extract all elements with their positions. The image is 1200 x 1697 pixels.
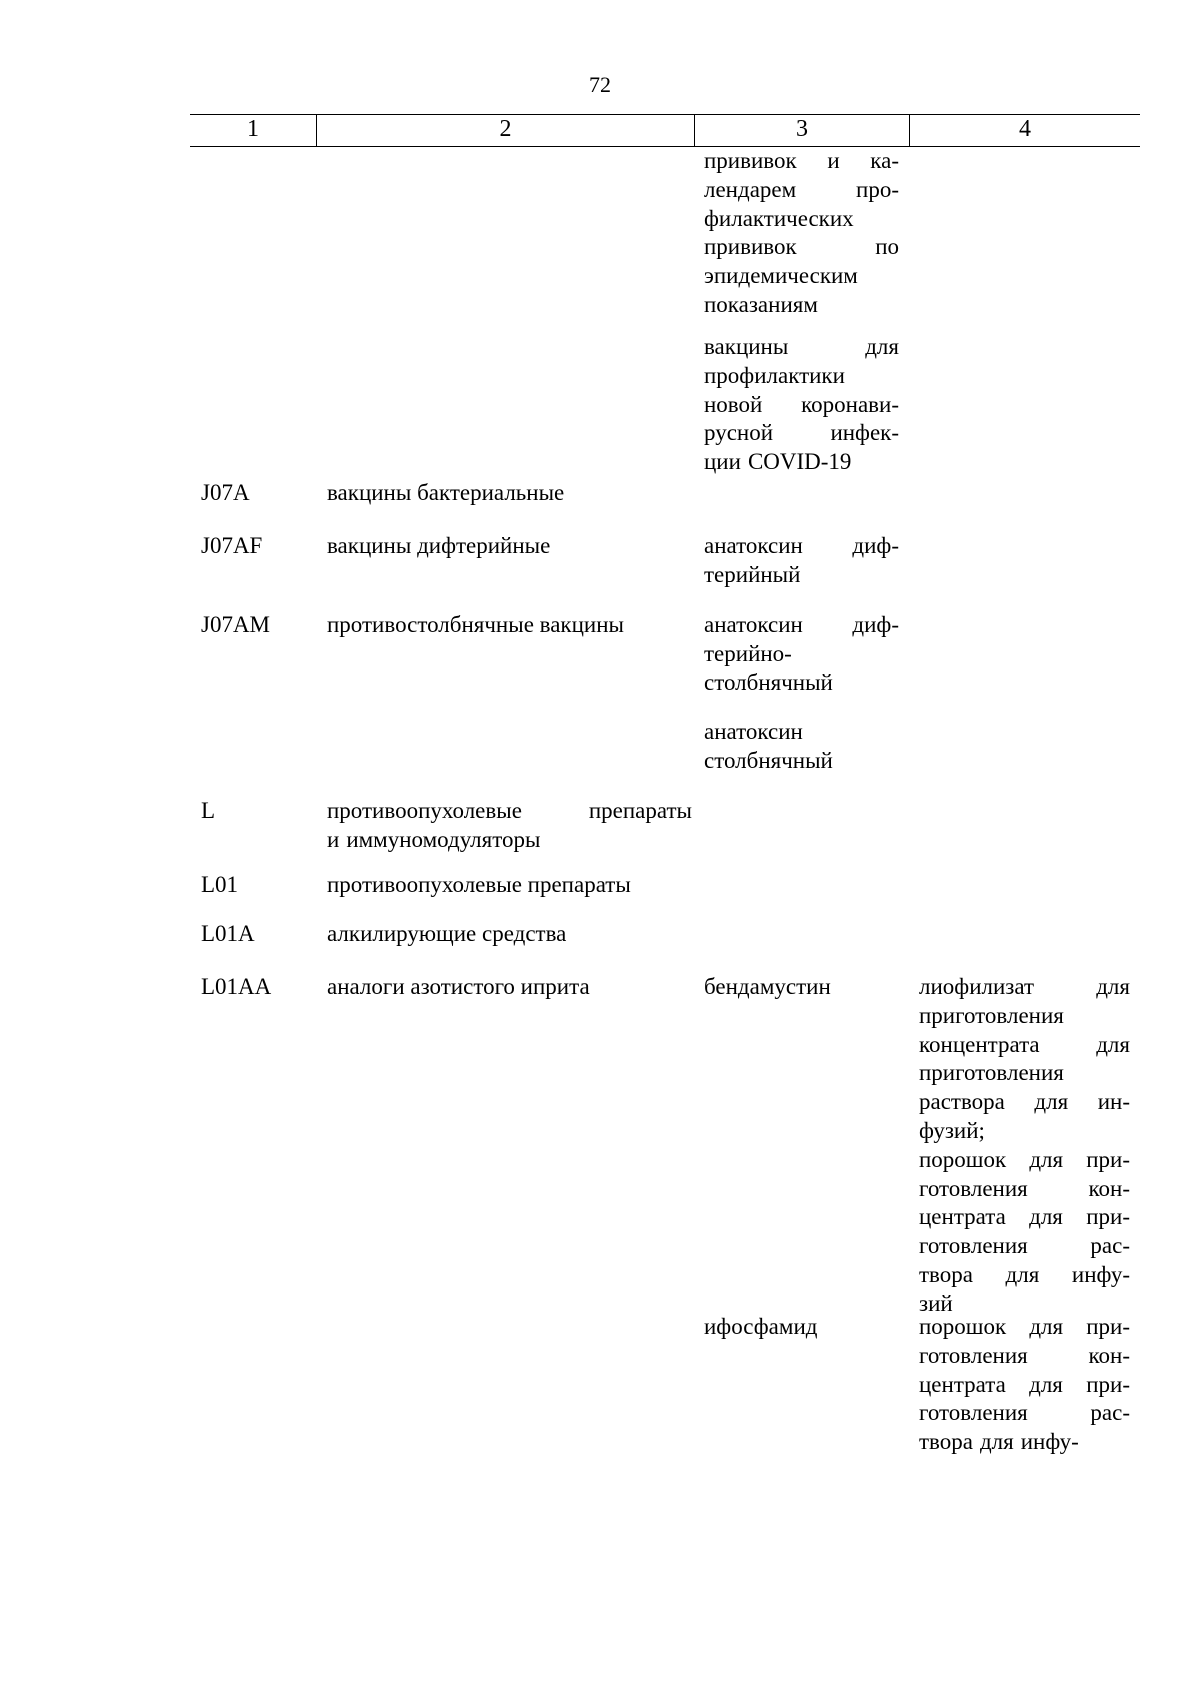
word: центрата: [919, 1371, 1006, 1397]
text-line: [704, 561, 899, 590]
text-line: [704, 147, 899, 176]
word: порошок: [919, 1314, 1007, 1339]
word: для: [979, 1429, 1014, 1455]
text-line: [919, 1175, 1130, 1204]
atc-code-j07a: J07A: [201, 480, 250, 505]
word: готовления: [919, 1233, 1028, 1259]
page-number: 72: [589, 72, 611, 97]
text-line: [919, 1399, 1130, 1428]
drug-l01aa-1: бендамустин: [704, 974, 831, 999]
text-line: [704, 176, 899, 205]
word: лиофилизат: [919, 974, 1035, 999]
word: коронави-: [801, 391, 899, 417]
text-line: [919, 1428, 1130, 1457]
text-line: [704, 611, 899, 640]
word: при-: [1086, 1146, 1130, 1172]
word: анатоксин: [704, 533, 803, 558]
word: рас-: [1090, 1400, 1130, 1426]
word: кон-: [1088, 1175, 1130, 1201]
atc-name-l01a: алкилирующие средства: [327, 921, 567, 946]
word: и: [327, 826, 340, 852]
atc-name-l: [327, 797, 692, 855]
text-line: [704, 747, 899, 776]
word: готовления: [919, 1400, 1028, 1426]
text-line: [919, 1002, 1130, 1031]
drug-j07am-1: [704, 611, 899, 697]
word: для: [1029, 1314, 1064, 1339]
word: для: [1096, 974, 1130, 999]
word: препараты: [588, 798, 692, 823]
word: столбнячный: [704, 747, 833, 773]
word: новой: [704, 391, 763, 417]
text-line: [919, 1342, 1130, 1371]
word: рас-: [1090, 1233, 1130, 1259]
column-header-4: 4: [909, 115, 1140, 146]
drug-j07af: [704, 532, 899, 590]
text-line: [919, 1117, 1130, 1146]
table-header-row: [190, 114, 1140, 147]
column-header-1: 1: [247, 116, 259, 142]
text-line: [704, 669, 899, 698]
atc-name-l01: противоопухолевые препараты: [327, 872, 631, 897]
column-header-3: 3: [694, 115, 909, 146]
column-header-2: 2: [316, 115, 694, 146]
dosage-form-l01aa-2: [919, 1313, 1130, 1457]
atc-name-j07am: противостолбнячные вакцины: [327, 612, 624, 637]
word: и: [827, 148, 840, 173]
word: для: [1034, 1089, 1069, 1115]
word: концентрата: [919, 1031, 1040, 1057]
text-line: [327, 797, 692, 826]
word: для: [1029, 1146, 1064, 1172]
word: диф-: [852, 612, 899, 637]
word: анатоксин: [704, 612, 803, 637]
word: профилактики: [704, 362, 845, 388]
atc-code-j07am: J07AM: [201, 612, 271, 637]
word: для: [1029, 1371, 1063, 1397]
word: диф-: [852, 533, 899, 558]
word: ции: [704, 449, 741, 475]
text-line: [704, 391, 899, 420]
word: готовления: [919, 1175, 1028, 1201]
word: инфу-: [1020, 1429, 1079, 1455]
word: показаниям: [704, 291, 818, 317]
text-line: [704, 640, 899, 669]
word: для: [1005, 1261, 1040, 1287]
word: твора: [919, 1429, 973, 1455]
word: ин-: [1097, 1089, 1130, 1115]
word: вакцины: [704, 334, 789, 359]
word: фузий;: [919, 1117, 985, 1143]
word: терийно-: [704, 640, 792, 666]
atc-code-l01a: L01A: [201, 921, 255, 946]
text-line: [704, 262, 899, 291]
word: COVID-19: [747, 449, 852, 475]
drug-l01aa-2: ифосфамид: [704, 1314, 818, 1339]
text-line: [919, 1232, 1130, 1261]
text-line: [919, 1371, 1130, 1400]
word: противоопухолевые: [327, 798, 522, 823]
word: центрата: [919, 1204, 1006, 1230]
word: прививок: [704, 148, 797, 173]
text-line: [919, 1088, 1130, 1117]
word: иммуномодуляторы: [346, 826, 541, 852]
word: по: [875, 234, 899, 260]
text-line: [919, 1203, 1130, 1232]
word: при-: [1086, 1314, 1130, 1339]
word: готовления: [919, 1342, 1028, 1368]
word: эпидемическим: [704, 263, 858, 289]
word: приготовления: [919, 1060, 1064, 1086]
text-line: [919, 973, 1130, 1002]
word: анатоксин: [704, 719, 803, 744]
atc-code-l01aa: L01AA: [201, 974, 272, 999]
atc-name-l01aa: аналоги азотистого иприта: [327, 974, 590, 999]
text-line: [919, 1031, 1130, 1060]
word: про-: [856, 176, 899, 202]
text-line: [327, 826, 692, 855]
atc-name-j07af: вакцины дифтерийные: [327, 533, 551, 558]
text-line: [704, 718, 899, 747]
word: инфек-: [830, 420, 899, 446]
word: ка-: [870, 148, 899, 173]
atc-code-l: L: [201, 798, 216, 823]
word: прививок: [704, 234, 797, 260]
text-line: [704, 448, 899, 477]
dosage-form-l01aa-1: [919, 973, 1130, 1319]
word: для: [865, 334, 899, 359]
text-line: [704, 291, 899, 320]
word: филактических: [704, 205, 854, 231]
text-line: [919, 1146, 1130, 1175]
word: для: [1029, 1204, 1063, 1230]
atc-code-j07af: J07AF: [201, 533, 263, 558]
word: при-: [1086, 1371, 1130, 1397]
word: порошок: [919, 1146, 1007, 1172]
word: инфу-: [1071, 1261, 1130, 1287]
vaccine-list-continuation: [704, 147, 899, 320]
word: лендарем: [704, 176, 797, 202]
atc-code-l01: L01: [201, 872, 239, 897]
word: твора: [919, 1261, 973, 1287]
text-line: [704, 205, 899, 234]
word: зий: [919, 1290, 953, 1316]
text-line: [704, 333, 899, 362]
text-line: [919, 1313, 1130, 1342]
text-line: [919, 1059, 1130, 1088]
atc-name-j07a: вакцины бактериальные: [327, 480, 565, 505]
drug-j07am-2: [704, 718, 899, 776]
text-line: [919, 1261, 1130, 1290]
word: раствора: [919, 1089, 1005, 1115]
word: приготовления: [919, 1002, 1064, 1028]
word: при-: [1086, 1204, 1130, 1230]
word: русной: [704, 420, 774, 446]
text-line: [704, 362, 899, 391]
text-line: [704, 419, 899, 448]
word: кон-: [1088, 1342, 1130, 1368]
word: столбнячный: [704, 669, 833, 695]
text-line: [704, 233, 899, 262]
covid-vaccines-entry: [704, 333, 899, 477]
word: терийный: [704, 561, 801, 587]
word: для: [1096, 1031, 1130, 1057]
text-line: [704, 532, 899, 561]
